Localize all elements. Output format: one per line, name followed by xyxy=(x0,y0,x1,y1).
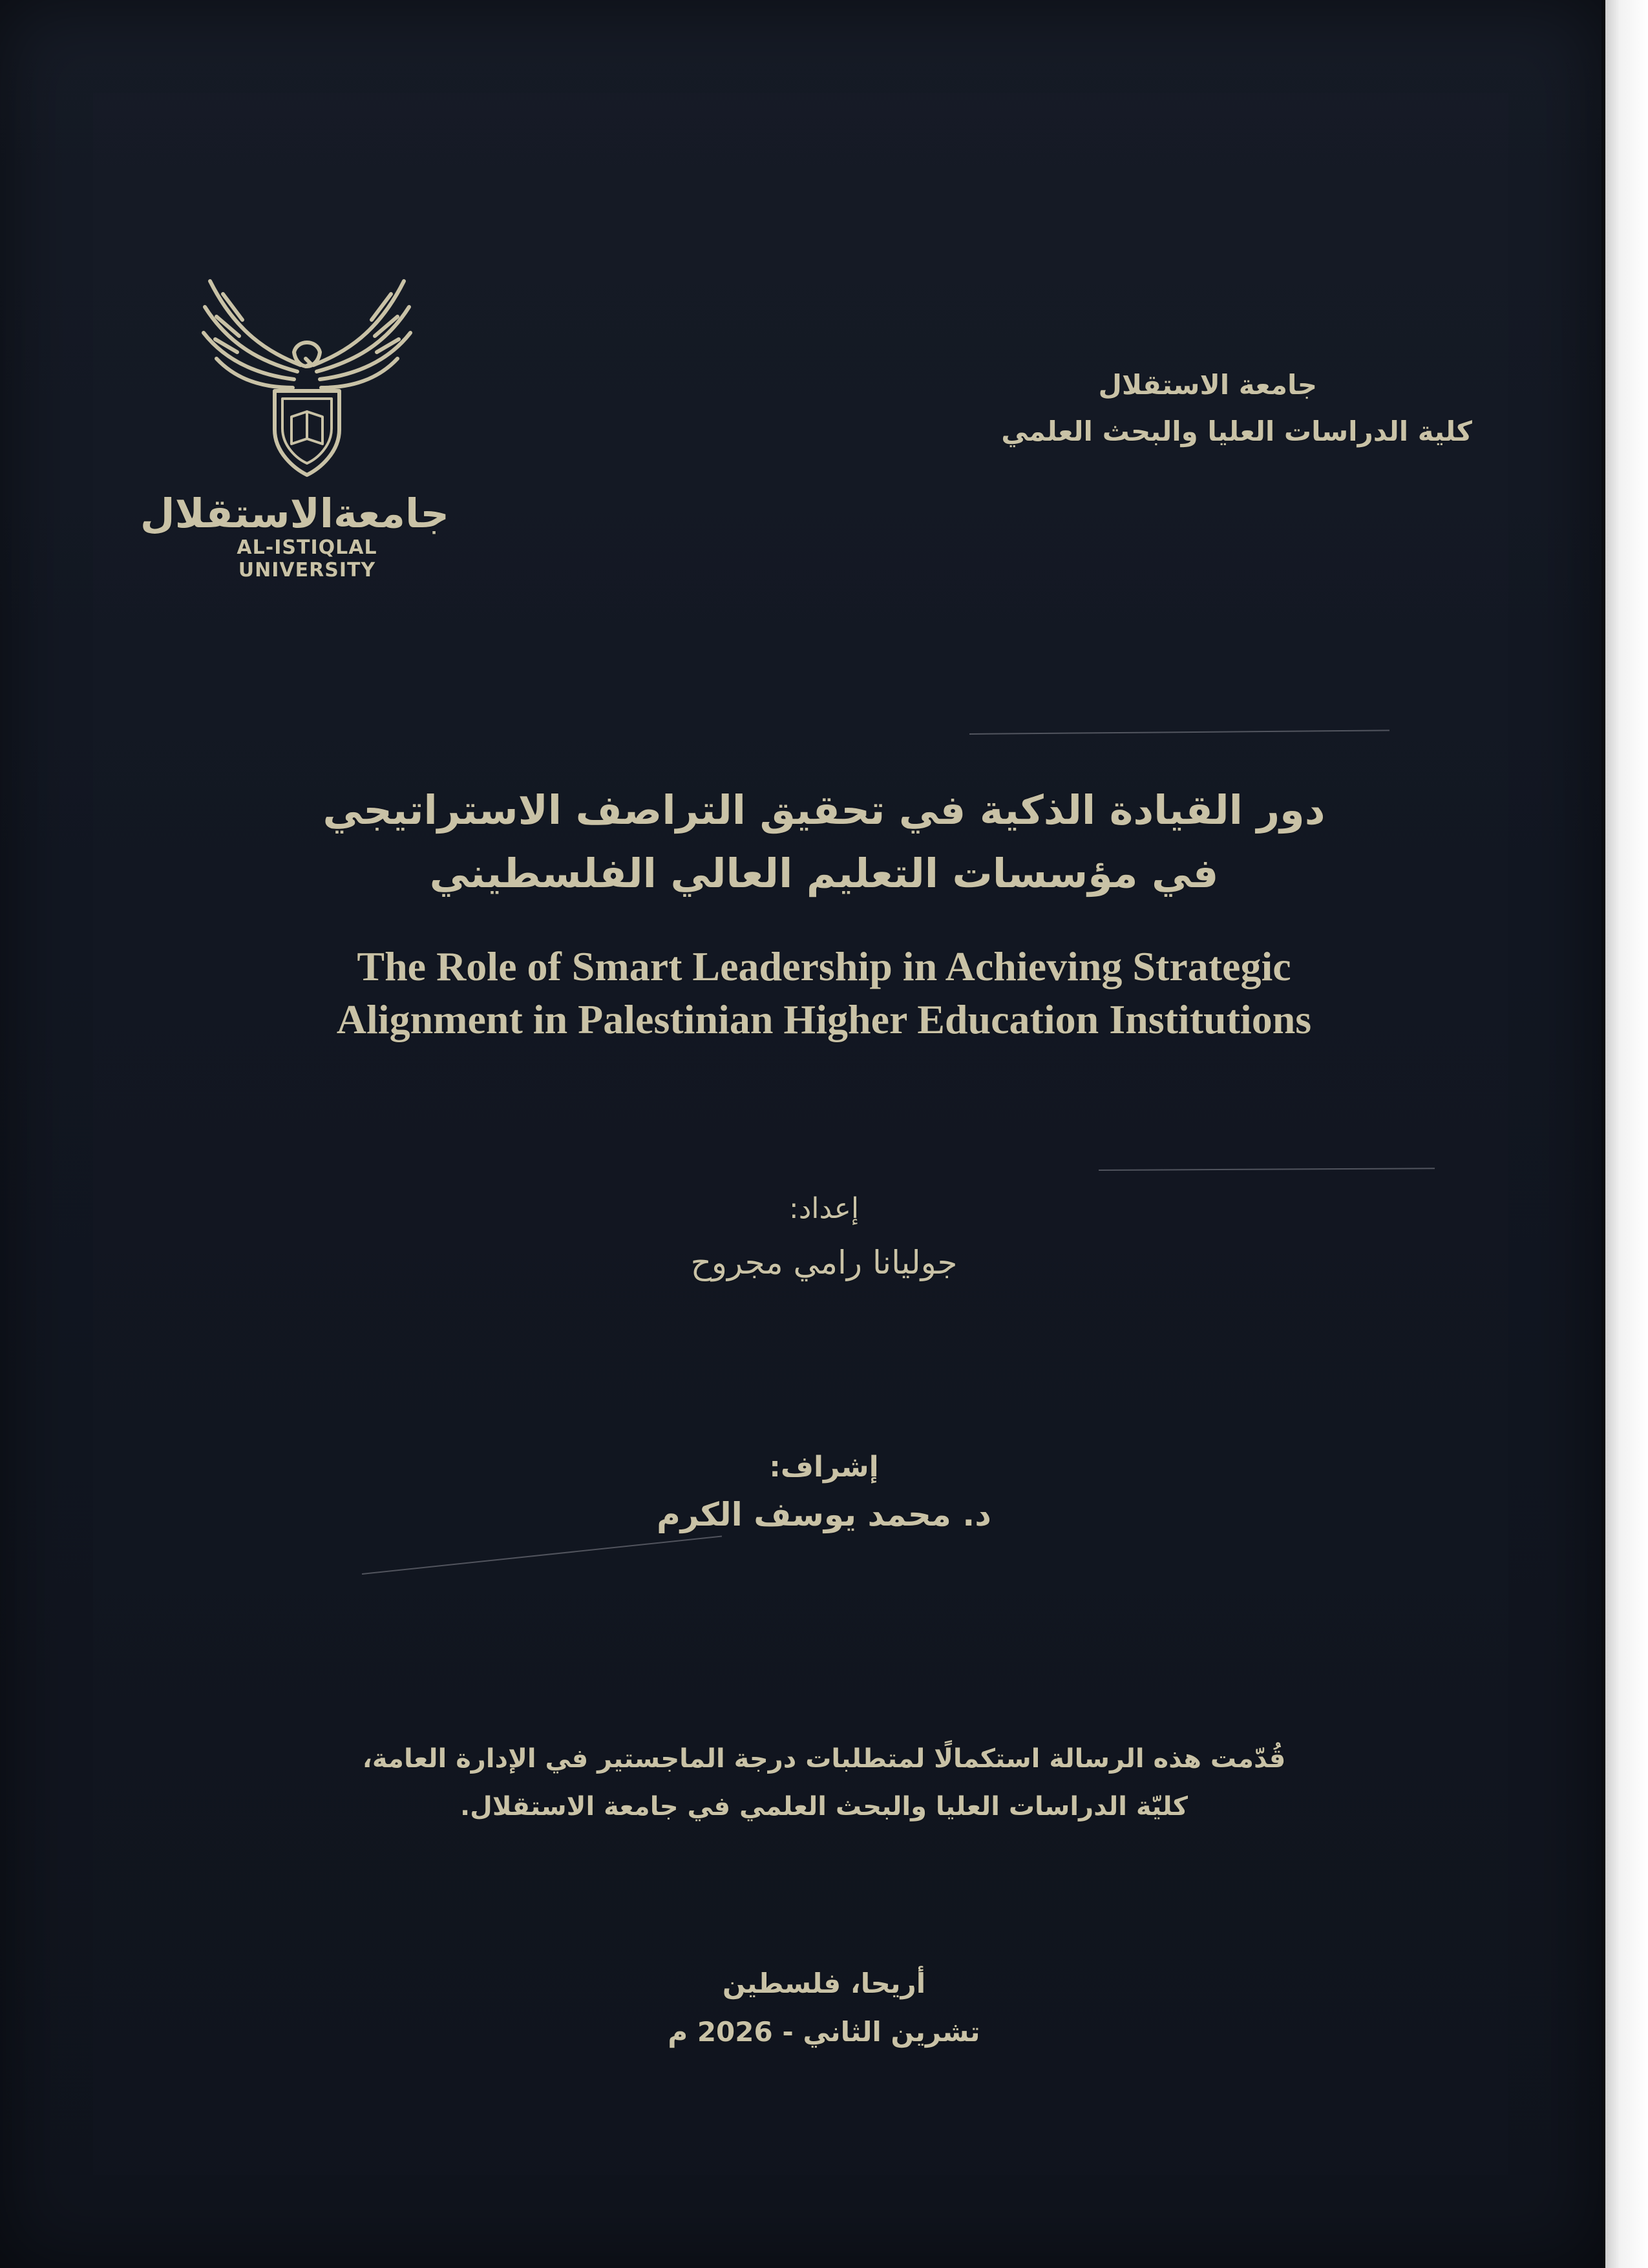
supervision-label: إشراف: xyxy=(769,1451,879,1484)
statement-line-2: كليّة الدراسات العليا والبحث العلمي في جامعة الاستقلال. xyxy=(460,1792,1188,1822)
supervisor-name: د. محمد يوسف الكرم xyxy=(657,1496,991,1533)
university-name: جامعة الاستقلال xyxy=(1098,369,1317,401)
logo-english-wordmark: AL-ISTIQLAL UNIVERSITY xyxy=(237,536,377,582)
cover-scratch xyxy=(362,1535,722,1575)
english-title xyxy=(194,940,1454,1046)
english-title-line-2: Alignment in Palestinian Higher Education Institutions xyxy=(336,996,1312,1042)
university-header xyxy=(891,362,1472,455)
arabic-title-line-2: في مؤسسات التعليم العالي الفلسطيني xyxy=(429,850,1219,897)
english-title-line-1: The Role of Smart Leadership in Achieving Strategic xyxy=(357,943,1291,989)
page-edge xyxy=(1605,0,1648,2268)
logo-arabic-wordmark: جامعةالاستقلال xyxy=(140,490,449,537)
place: أريحا، فلسطين xyxy=(722,1968,926,1999)
preparation-label: إعداد: xyxy=(788,1192,860,1225)
date: تشرين الثاني - 2026 م xyxy=(668,2016,980,2048)
submission-statement xyxy=(194,1735,1454,1831)
arabic-title-line-1: دور القيادة الذكية في تحقيق التراصف الاستراتيجي xyxy=(322,786,1326,834)
statement-line-1: قُدّمت هذه الرسالة استكمالًا لمتطلبات درجة الماجستير في الإدارة العامة، xyxy=(362,1744,1286,1774)
cover-scratch xyxy=(1099,1168,1435,1171)
cover-scratch xyxy=(969,730,1389,735)
author-name: جوليانا رامي مجروح xyxy=(690,1244,958,1281)
arabic-title xyxy=(194,779,1454,905)
faculty-name: كلية الدراسات العليا والبحث العلمي xyxy=(1001,415,1472,447)
eagle-emblem-icon xyxy=(165,255,449,488)
